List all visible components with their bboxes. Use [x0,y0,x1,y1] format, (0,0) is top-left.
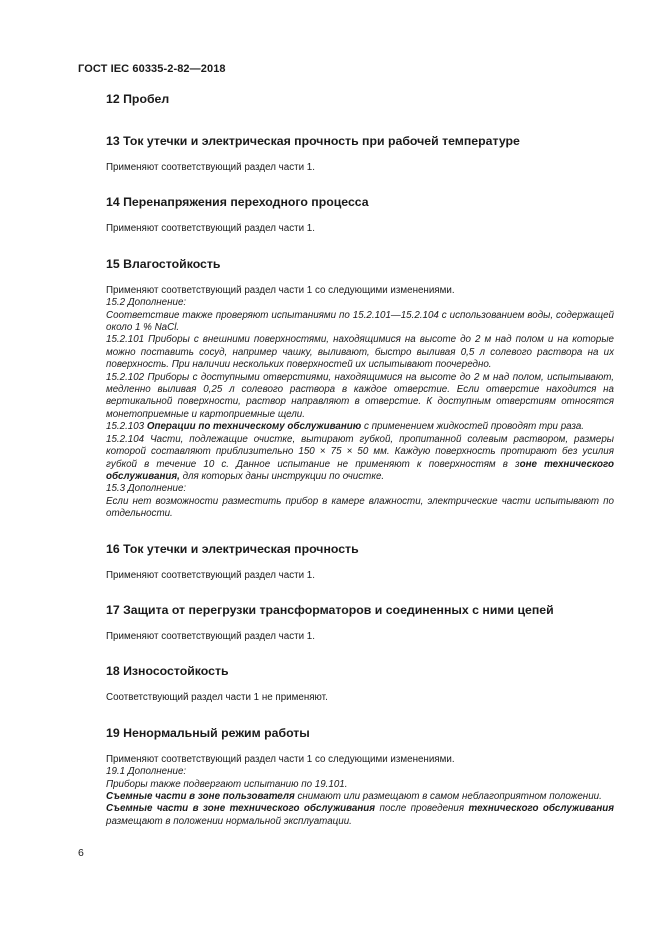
section-12-title: 12 Пробел [106,92,170,106]
section-15-title: 15 Влагостойкость [106,256,221,271]
section-13-text: Применяют соответствующий раздел части 1. [106,162,315,173]
clause-19-1-removable-service-zone [106,803,614,828]
section-19-title: 19 Ненормальный режим работы [106,725,310,740]
removable-service-zone-rest: размещают в положении нормальной эксплуатации. [106,815,352,827]
clause-15-2-104 [106,434,614,484]
clause-15-2-104-rest: для которых даны инструкции по очистке. [179,470,385,482]
clause-15-2-103-number: 15.2.103 [106,421,147,433]
clause-15-2-103-rest: с применением жидкостей проводят три раза. [361,421,584,433]
removable-user-zone-rest: снимают или размещают в самом неблагоприятном положении. [294,790,602,802]
section-18-title: 18 Износостойкость [106,664,229,679]
section-15-intro: Применяют соответствующий раздел части 1 со следующими изменениями. [106,284,455,296]
clause-19-1-text: Приборы также подвергают испытанию по 19.101. [106,778,348,790]
clause-15-2-text: Соответствие также проверяют испытаниями по 15.2.101—15.2.104 с использованием воды, содержащей около 1 % NaCl. [106,309,614,334]
clause-15-2-103 [106,421,614,433]
section-18-text: Соответствующий раздел части 1 не применяют. [106,692,328,704]
section-17-text: Применяют соответствующий раздел части 1. [106,630,315,642]
clause-15-3-text: Если нет возможности разместить прибор в камере влажности, электрические части испытывают по отдельности. [106,495,614,520]
clause-15-2-label: 15.2 Дополнение: [106,297,187,309]
maintenance-term: технического обслуживания [468,803,614,815]
section-19-intro: Применяют соответствующий раздел части 1 со следующими изменениями. [106,753,455,765]
page-number: 6 [78,847,84,859]
removable-user-zone-term: Съемные части в зоне пользователя [106,790,295,802]
removable-service-zone-term: Съемные части в зоне технического обслуживания [106,803,376,815]
document-code-header: ГОСТ IEC 60335-2-82—2018 [78,63,226,75]
clause-15-2-104-text: 15.2.104 Части, подлежащие очистке, вытирают губкой, пропитанной солевым раствором, размеры которой составляют приблизительно 150 × 75 × 50 мм. Каждую поверхность протирают без усилия губкой в течение 10 с. Данное испытание не применяют к поверхностям в з [106,433,614,470]
section-13-title: 13 Ток утечки и электрическая прочность при рабочей температуре [106,134,520,148]
clause-15-3-label: 15.3 Дополнение: [106,483,187,495]
section-17-title: 17 Защита от перегрузки трансформаторов и соединенных с ними цепей [106,602,554,617]
section-16-title: 16 Ток утечки и электрическая прочность [106,541,359,556]
section-14-text: Применяют соответствующий раздел части 1. [106,223,315,235]
clause-15-2-103-term: Операции по техническому обслуживанию [146,421,362,433]
clause-15-2-104-term: оне технического обслуживания, [106,458,614,482]
section-16-text: Применяют соответствующий раздел части 1. [106,569,315,581]
page-content [106,91,614,828]
section-14-title: 14 Перенапряжения переходного процесса [106,195,369,210]
removable-service-zone-mid: после проведения [375,803,469,815]
clause-19-1-removable-user-zone [106,791,614,803]
clause-19-1-label: 19.1 Дополнение: [106,766,187,778]
clause-15-2-102: 15.2.102 Приборы с доступными отверстиями, находящимися на высоте до 2 м над полом, испытывают, медленно выливая 0,25 л солевого раствора в каждое отверстие. Если отверстие находится на вертикальной поверхности, раствор направляют в отверстие. К доступным отверстиям относятся монетоприемные и картоприемные щели. [106,371,614,420]
clause-15-2-101: 15.2.101 Приборы с внешними поверхностями, находящимися на высоте до 2 м над полом и на которые можно поставить сосуд, например чашку, выливают, быстро выливая 0,5 л солевого раствора на их поверхность. При наличии нескольких поверхностей их испытывают поочередно. [106,334,614,371]
